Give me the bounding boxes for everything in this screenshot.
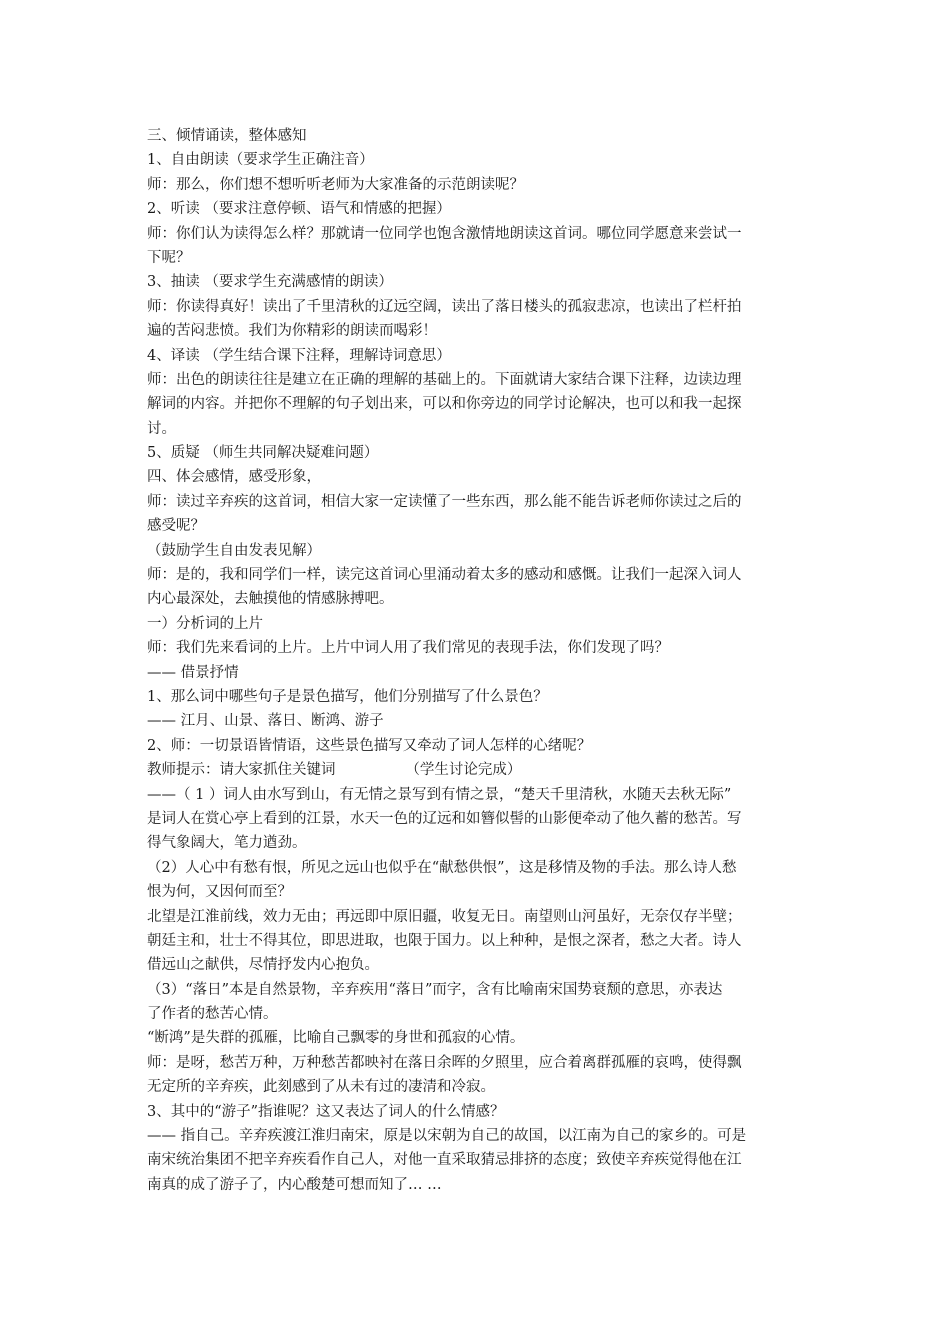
text-line: 2、听读 （要求注意停顿、语气和情感的把握） bbox=[147, 201, 451, 218]
text-line: 北望是江淮前线，效力无由；再远即中原旧疆，收复无日。南望则山河虽好，无奈仅存半壁； bbox=[147, 908, 742, 925]
text-line: 是词人在赏心亭上看到的江景，水天一色的辽远和如簪似髻的山影便牵动了他久蓄的愁苦。写 bbox=[147, 810, 742, 827]
text-line: 朝廷主和，壮士不得其位，即思进取，也限于国力。以上种种，是恨之深者，愁之大者。诗人 bbox=[147, 932, 742, 949]
text-line: 恨为何，又因何而至？ bbox=[147, 884, 292, 901]
text-line: 师：你读得真好！读出了千里清秋的辽远空阔，读出了落日楼头的孤寂悲凉，也读出了栏杆拍 bbox=[147, 298, 742, 315]
text-line: 内心最深处，去触摸他的情感脉搏吧。 bbox=[147, 591, 394, 608]
text-line: 师：你们认为读得怎么样？那就请一位同学也饱含激情地朗读这首词。哪位同学愿意来尝试一 bbox=[147, 225, 742, 242]
text-line: 教师提示：请大家抓住关键词 （学生讨论完成） bbox=[147, 762, 522, 779]
text-line: 得气象阔大，笔力遒劲。 bbox=[147, 835, 307, 852]
text-line: —— 借景抒情 bbox=[147, 664, 239, 681]
text-line: 南宋统治集团不把辛弃疾看作自己人，对他一直采取猜忌排挤的态度；致使辛弃疾觉得他在江 bbox=[147, 1152, 742, 1169]
text-line: 了作者的愁苦心情。 bbox=[147, 1006, 278, 1023]
text-line: —— 指自己。辛弃疾渡江淮归南宋，原是以宋朝为自己的故国，以江南为自己的家乡的。可是 bbox=[147, 1128, 747, 1145]
text-line: 解词的内容。并把你不理解的句子划出来，可以和你旁边的同学讨论解决，也可以和我一起探 bbox=[147, 396, 742, 413]
text-line: 三、倾情诵读，整体感知 bbox=[147, 128, 307, 144]
text-line: 5、质疑 （师生共同解决疑难问题） bbox=[147, 445, 379, 462]
text-line: 1、那么词中哪些句子是景色描写，他们分别描写了什么景色？ bbox=[147, 688, 548, 705]
text-line: 2、师：一切景语皆情语，这些景色描写又牵动了词人怎样的心绪呢？ bbox=[147, 737, 592, 754]
text-line: （鼓励学生自由发表见解） bbox=[147, 542, 321, 559]
text-line: 师：是呀，愁苦万种，万种愁苦都映衬在落日余晖的夕照里，应合着离群孤雁的哀鸣，使得飘 bbox=[147, 1054, 742, 1071]
text-line: 3、抽读 （要求学生充满感情的朗读） bbox=[147, 274, 393, 291]
text-line: 4、译读 （学生结合课下注释，理解诗词意思） bbox=[147, 347, 451, 364]
text-line: 1、自由朗读（要求学生正确注音） bbox=[147, 152, 374, 169]
text-line: （3）“落日”本是自然景物，辛弃疾用“落日”而字，含有比喻南宋国势衰颓的意思，亦表达 bbox=[147, 981, 723, 998]
text-line: 下呢？ bbox=[147, 249, 191, 266]
text-line: ——（ 1 ）词人由水写到山，有无情之景写到有情之景，“楚天千里清秋，水随天去秋无际” bbox=[147, 786, 732, 803]
text-line: 无定所的辛弃疾，此刻感到了从未有过的凄清和冷寂。 bbox=[147, 1079, 495, 1096]
text-line: 一）分析词的上片 bbox=[147, 615, 263, 632]
text-line: 感受呢？ bbox=[147, 518, 205, 535]
text-line: 遍的苦闷悲愤。我们为你精彩的朗读而喝彩！ bbox=[147, 323, 437, 340]
text-line: 师：是的，我和同学们一样，读完这首词心里涌动着太多的感动和感慨。让我们一起深入词人 bbox=[147, 567, 742, 584]
text-line: （2）人心中有愁有恨，所见之远山也似乎在“献愁供恨”，这是移情及物的手法。那么诗人愁 bbox=[147, 859, 737, 876]
text-line: —— 江月、山景、落日、断鸿、游子 bbox=[147, 713, 384, 730]
text-line: “断鸿”是失群的孤雁，比喻自己飘零的身世和孤寂的心情。 bbox=[147, 1030, 525, 1047]
document-body bbox=[147, 124, 817, 1197]
text-line: 讨。 bbox=[147, 420, 176, 437]
text-line: 师：我们先来看词的上片。上片中词人用了我们常见的表现手法，你们发现了吗？ bbox=[147, 640, 669, 657]
text-line: 师：读过辛弃疾的这首词，相信大家一定读懂了一些东西，那么能不能告诉老师你读过之后的 bbox=[147, 493, 742, 510]
text-line: 四、体会感情，感受形象， bbox=[147, 469, 321, 486]
text-line: 师：出色的朗读往往是建立在正确的理解的基础上的。下面就请大家结合课下注释，边读边理 bbox=[147, 371, 742, 388]
text-line: 师：那么，你们想不想听听老师为大家准备的示范朗读呢？ bbox=[147, 176, 524, 193]
text-line: 借远山之献供，尽情抒发内心抱负。 bbox=[147, 957, 379, 974]
text-line: 南真的成了游子了，内心酸楚可想而知了… … bbox=[147, 1176, 442, 1193]
text-line: 3、其中的“游子”指谁呢？这又表达了词人的什么情感？ bbox=[147, 1103, 505, 1120]
